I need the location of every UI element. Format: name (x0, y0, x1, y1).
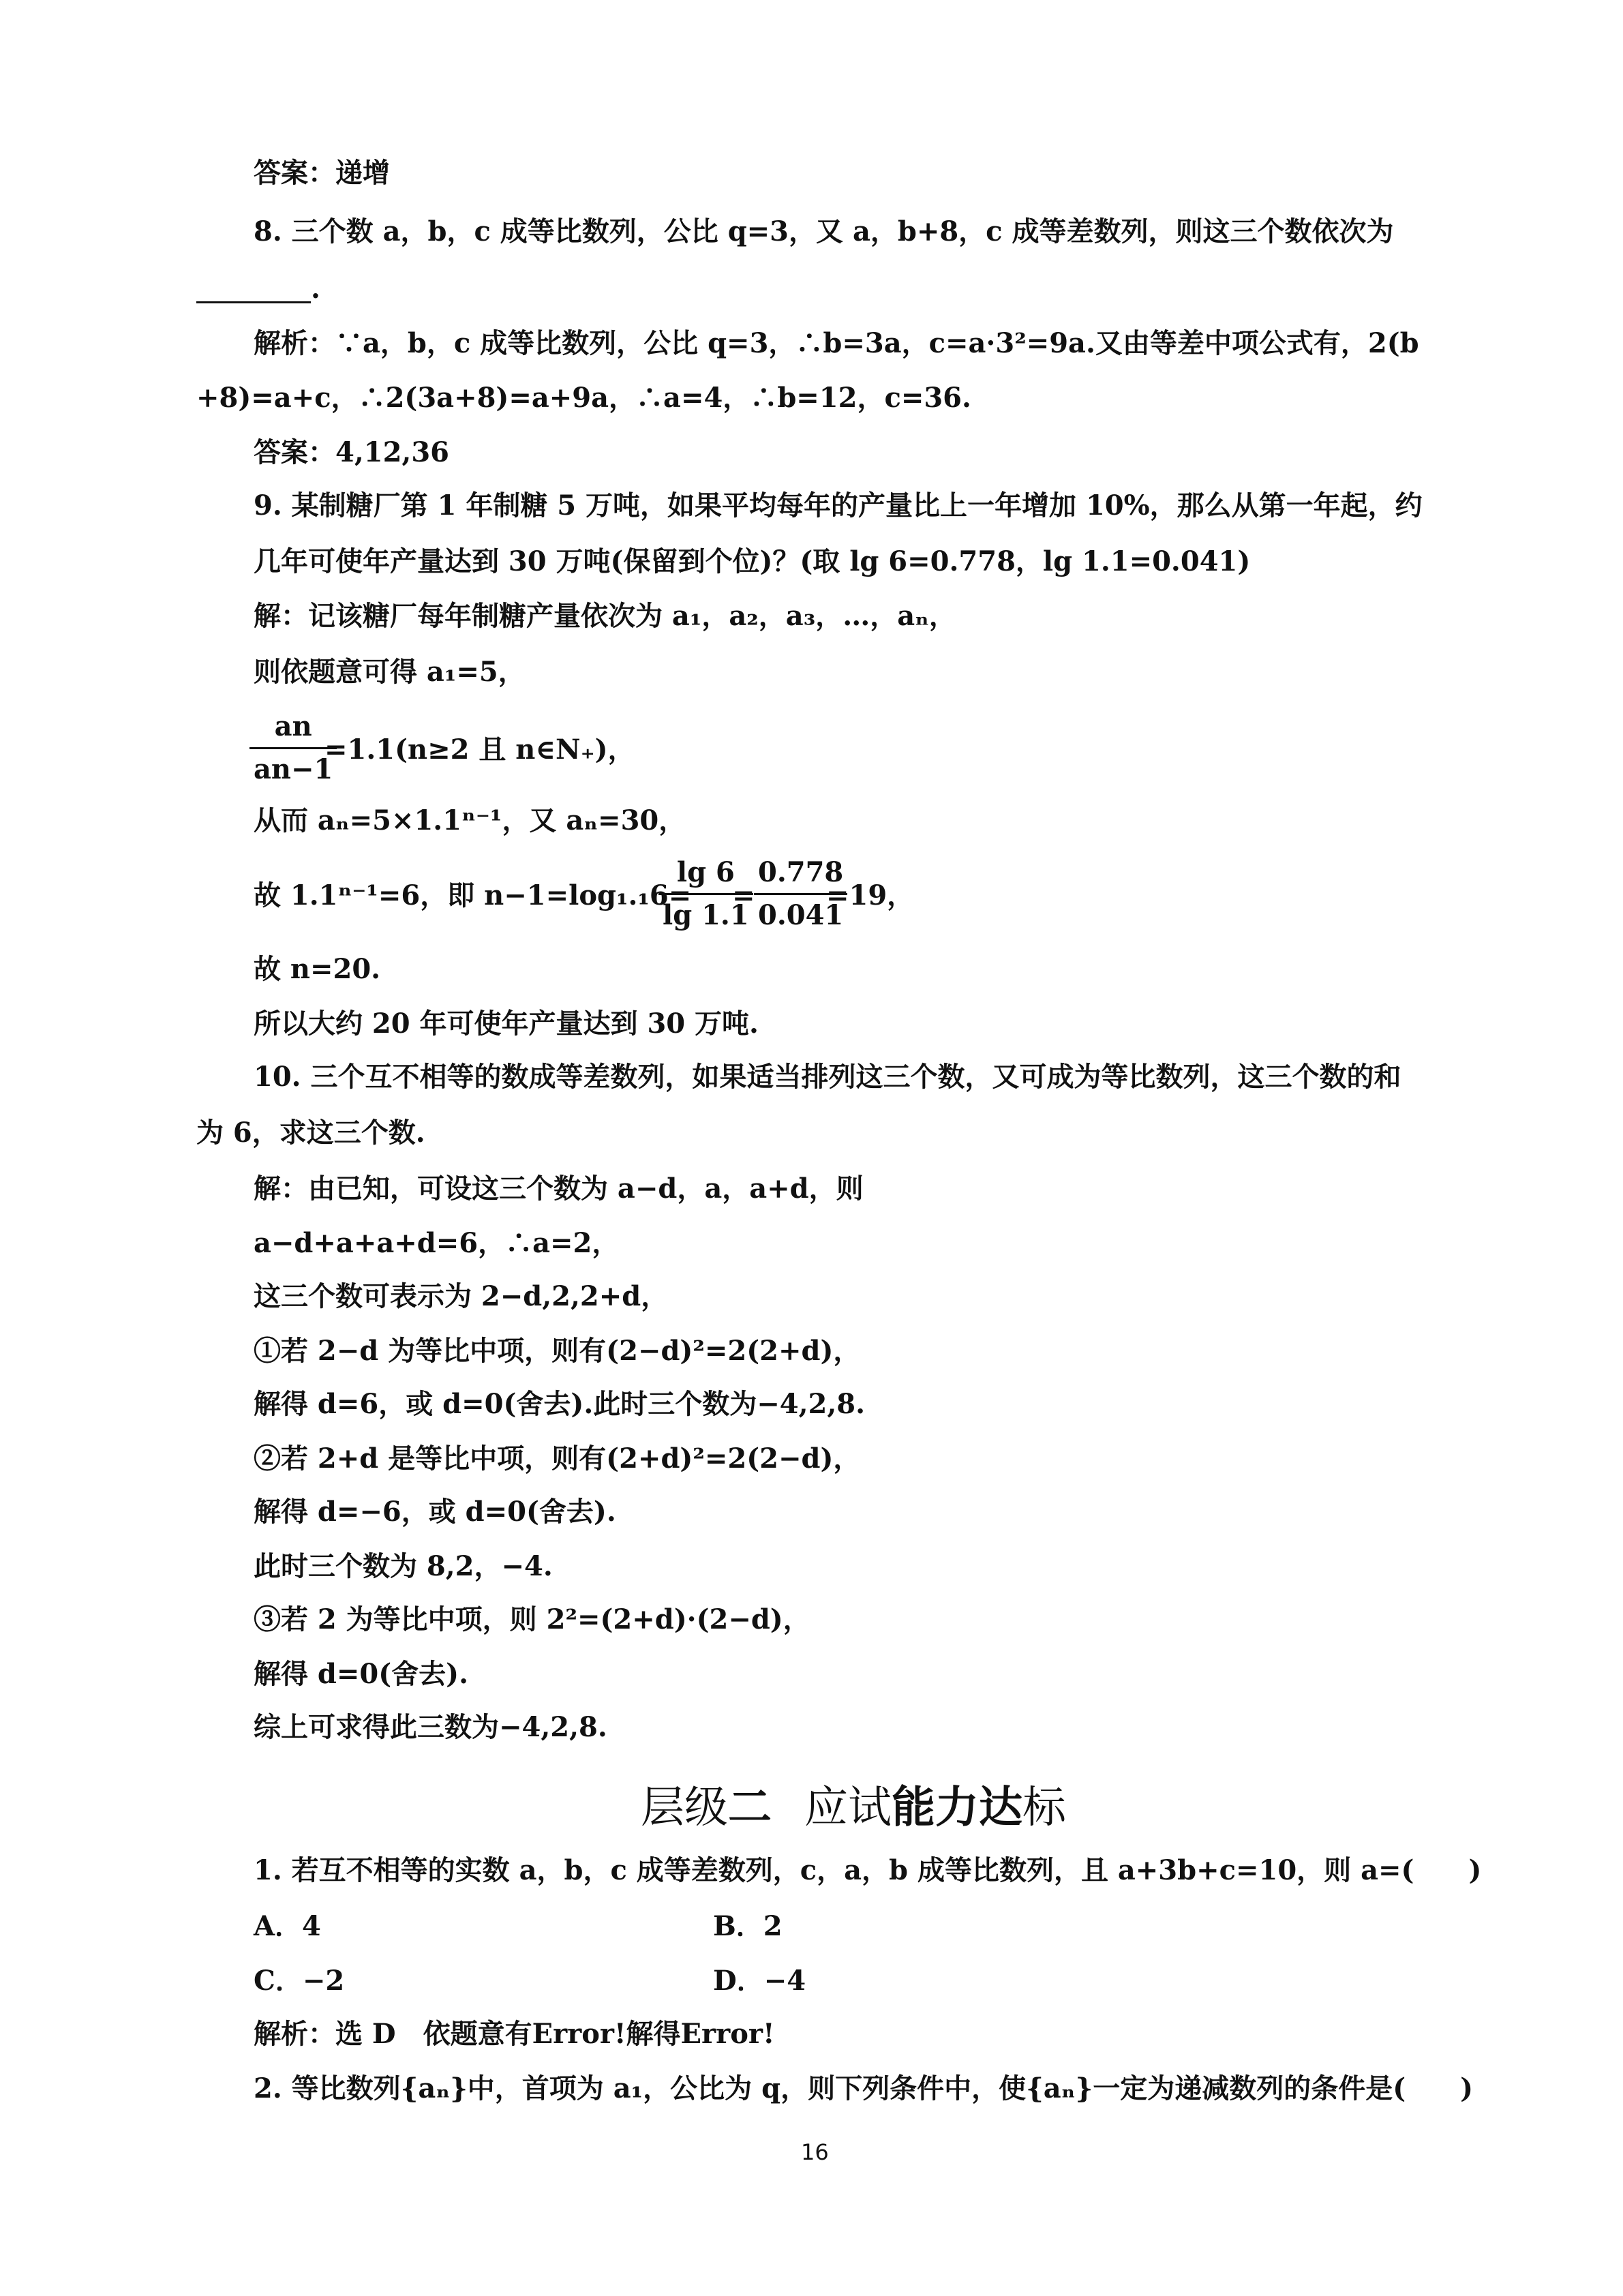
fraction-denominator: 0.041 (758, 899, 844, 931)
solution-line: 解析：∵a，b，c 成等比数列，公比 q=3，∴b=3a，c=a·3²=9a.又由等差中项公式有，2(b (254, 327, 1419, 359)
solution-line: 这三个数可表示为 2−d,2,2+d， (254, 1280, 669, 1312)
section-title-part: 层级 (641, 1783, 728, 1833)
option-b: B．2 (713, 1910, 783, 1942)
solution-line: =1.1(n≥2 且 n∈N₊)， (324, 734, 635, 766)
solution-line: 此时三个数为 8,2，−4. (254, 1550, 553, 1582)
solution-line: 解：由已知，可设这三个数为 a−d，a，a+d，则 (254, 1173, 864, 1205)
fraction-numerator: 0.778 (758, 856, 844, 888)
solution-line: 则依题意可得 a₁=5， (254, 656, 526, 688)
fraction-denominator: lg 1.1 (663, 899, 749, 931)
option-a: A．4 (254, 1910, 321, 1942)
answer-blank (196, 301, 311, 303)
solution-line: ①若 2−d 为等比中项，则有(2−d)²=2(2+d)， (254, 1335, 861, 1367)
answer-line: 答案：递增 (254, 157, 390, 189)
question-8-end: . (311, 273, 320, 305)
solution-line: 解：记该糖厂每年制糖产量依次为 a₁，a₂，a₃，…，aₙ， (254, 600, 956, 632)
solution-line: 综上可求得此三数为−4,2,8. (254, 1711, 607, 1743)
solution-line: 解得 d=0(舍去). (254, 1658, 469, 1690)
option-c: C．−2 (254, 1965, 345, 1997)
option-d: D．−4 (713, 1965, 806, 1997)
solution-line: 从而 aₙ=5×1.1ⁿ⁻¹，又 aₙ=30， (254, 804, 686, 836)
solution-line: 故 n=20. (254, 953, 381, 985)
question-9-cont: 几年可使年产量达到 30 万吨(保留到个位)？(取 lg 6=0.778，lg 1.1=0.041) (254, 545, 1251, 577)
section-title-part: 能力达 (892, 1782, 1022, 1833)
question-9: 9. 某制糖厂第 1 年制糖 5 万吨，如果平均每年的产量比上一年增加 10%，那么从第一年起，约 (254, 489, 1423, 522)
solution-line: 故 1.1ⁿ⁻¹=6，即 n−1=log₁.₁6= (254, 879, 692, 911)
fraction-numerator: an (274, 710, 312, 742)
question-8: 8. 三个数 a，b，c 成等比数列，公比 q=3，又 a，b+8，c 成等差数列，则这三个数依次为 (254, 215, 1394, 247)
section-title (641, 1772, 1066, 1835)
fraction-denominator: an−1 (254, 753, 333, 785)
solution-line: 解得 d=6，或 d=0(舍去).此时三个数为−4,2,8. (254, 1388, 866, 1420)
practice-question-1: 1. 若互不相等的实数 a，b，c 成等差数列，c，a，b 成等比数列，且 a+3b+c=10，则 a=( ) (254, 1854, 1482, 1886)
section-title-part: 二 (728, 1782, 772, 1833)
solution-line-end: =19， (826, 879, 915, 911)
page-number: 16 (801, 2139, 829, 2165)
section-title-part: 应试 (804, 1783, 892, 1833)
fraction-numerator: lg 6 (676, 856, 735, 888)
solution-line: +8)=a+c，∴2(3a+8)=a+9a，∴a=4，∴b=12，c=36. (196, 382, 971, 414)
question-10: 10. 三个互不相等的数成等差数列，如果适当排列这三个数，又可成为等比数列，这三个数的和 (254, 1061, 1401, 1093)
solution-line: 所以大约 20 年可使年产量达到 30 万吨. (254, 1008, 759, 1040)
solution-line: a−d+a+a+d=6，∴a=2， (254, 1227, 620, 1259)
answer-line: 答案：4,12,36 (254, 436, 450, 468)
section-title-part: 标 (1022, 1783, 1066, 1833)
solution-line: 解析：选 D 依题意有Error!解得Error! (254, 2018, 775, 2050)
equals-sign: = (732, 879, 755, 911)
solution-line: ②若 2+d 是等比中项，则有(2+d)²=2(2−d)， (254, 1442, 861, 1475)
question-10-cont: 为 6，求这三个数. (196, 1117, 425, 1149)
practice-question-2: 2. 等比数列{aₙ}中，首项为 a₁，公比为 q，则下列条件中，使{aₙ}一定为递减数列的条件是( ) (254, 2072, 1474, 2104)
solution-line: ③若 2 为等比中项，则 2²=(2+d)·(2−d)， (254, 1603, 810, 1635)
solution-line: 解得 d=−6，或 d=0(舍去). (254, 1496, 616, 1528)
